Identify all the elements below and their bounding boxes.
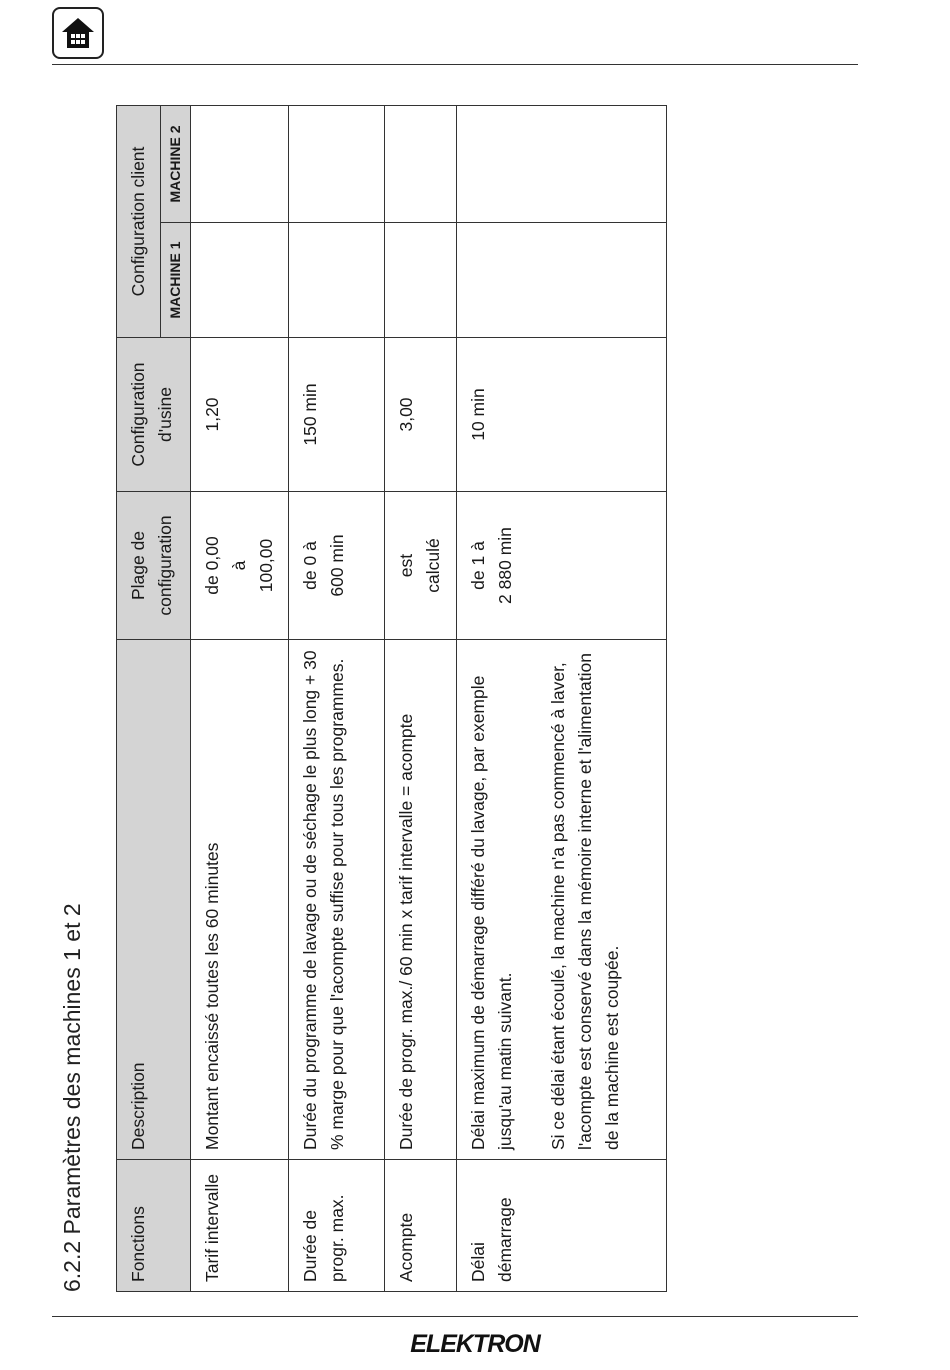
header-plage: Plage de configuration: [117, 492, 191, 640]
fonction-cell: Durée de progr. max.: [289, 1160, 385, 1292]
machine-2-cell[interactable]: [289, 106, 385, 223]
header-description: Description: [117, 640, 191, 1160]
parameters-table: [116, 105, 667, 1292]
table-row: [190, 106, 288, 1292]
header-client: Configuration client: [117, 106, 161, 338]
brand-logo: ELEKTRON: [410, 1330, 540, 1358]
rotated-page-content: [52, 102, 732, 1292]
header-machine-2: MACHINE 2: [161, 106, 191, 223]
description-paragraph-1: Délai maximum de démarrage différé du lavage, par exemple jusqu'au matin suivant.: [467, 675, 515, 1150]
home-icon: [60, 15, 96, 51]
usine-cell: 1,20: [190, 338, 288, 492]
description-cell: [456, 640, 666, 1160]
machine-1-cell[interactable]: [289, 223, 385, 338]
machine-1-cell[interactable]: [190, 223, 288, 338]
description-cell: Durée de progr. max./ 60 min x tarif intervalle = acompte: [385, 640, 456, 1160]
header-machine-1: MACHINE 1: [161, 223, 191, 338]
plage-cell: est calculé: [385, 492, 456, 640]
usine-cell: 150 min: [289, 338, 385, 492]
table-row: [385, 106, 456, 1292]
machine-1-cell[interactable]: [456, 223, 666, 338]
fonction-cell: Tarif intervalle: [190, 1160, 288, 1292]
machine-2-cell[interactable]: [190, 106, 288, 223]
header-fonctions: Fonctions: [117, 1160, 191, 1292]
header-usine: Configuration d'usine: [117, 338, 191, 492]
table-row: [289, 106, 385, 1292]
description-cell: Durée du programme de lavage ou de séchage le plus long + 30 % marge pour que l'acompte suffise pour tous les programmes.: [289, 640, 385, 1160]
fonction-cell: Acompte: [385, 1160, 456, 1292]
usine-cell: 3,00: [385, 338, 456, 492]
description-cell: Montant encaissé toutes les 60 minutes: [190, 640, 288, 1160]
machine-2-cell[interactable]: [385, 106, 456, 223]
section-title: 6.2.2 Paramètres des machines 1 et 2: [59, 903, 85, 1292]
description-paragraph-2: Si ce délai étant écoulé, la machine n'a pas commencé à laver, l'acompte est conservé dans la mémoire interne et l'alimentation de la machine est coupée.: [547, 653, 623, 1150]
fonction-cell: Délai démarrage: [456, 1160, 666, 1292]
table-row: [456, 106, 666, 1292]
plage-cell: de 0 à 600 min: [289, 492, 385, 640]
machine-2-cell[interactable]: [456, 106, 666, 223]
plage-cell: de 1 à 2 880 min: [456, 492, 666, 640]
plage-cell: de 0,00 à 100,00: [190, 492, 288, 640]
home-button[interactable]: [52, 7, 104, 59]
machine-1-cell[interactable]: [385, 223, 456, 338]
header-rule: [52, 64, 858, 65]
footer-rule: [52, 1316, 858, 1317]
usine-cell: 10 min: [456, 338, 666, 492]
